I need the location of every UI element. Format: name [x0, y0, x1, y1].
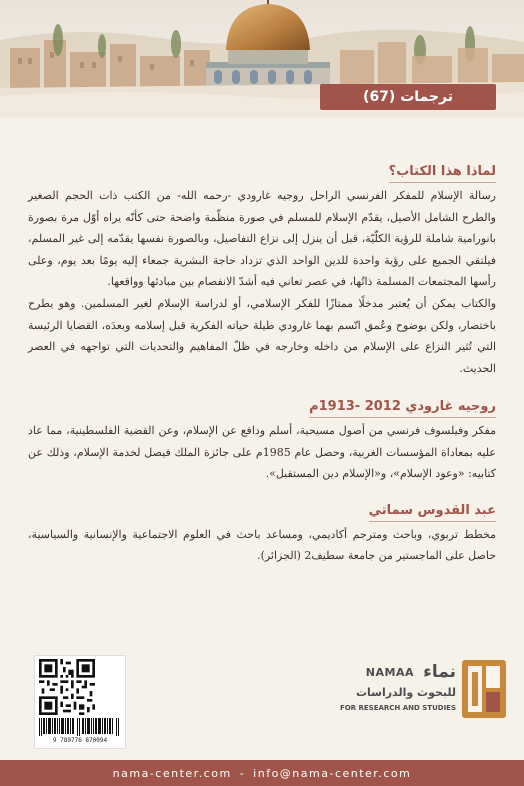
book-section: [28, 160, 496, 379]
namaa-logo-icon: [462, 660, 506, 718]
website-link[interactable]: nama-center.com: [112, 766, 232, 780]
footer-separator: -: [239, 766, 246, 780]
publisher-name-ar: نماء: [423, 662, 456, 682]
author-heading: روجيه غارودي 2012 -1913م: [309, 398, 496, 418]
publisher-block: [316, 660, 506, 730]
isbn-barcode-image: [39, 718, 121, 736]
translator-section: [28, 499, 496, 567]
publisher-name-en: NAMAA: [365, 666, 414, 679]
isbn-digits: 9 789776 870094: [52, 737, 108, 744]
footer-bar: [0, 760, 524, 786]
publisher-subtitle-en: FOR RESEARCH AND STUDIES: [339, 704, 456, 712]
series-badge: [320, 84, 496, 110]
author-section: [28, 395, 496, 485]
main-text: [28, 160, 496, 567]
barcode-block: [34, 655, 126, 749]
book-paragraph-2: والكتاب يمكن أن يُعتبر مدخلًا ممتازًا للفكر الإسلامي، أو لدراسة الإسلام لغير المسلمين. وهو يطرح باختصار، ولكن بوضوح وعُمق اتّسم بهما غارودي طيلة حياته الفكرية قبل إسلامه وبعدَه، القضايا الرئيسة التي تُثير النزاع على الإسلام من داخله وخارجه في ظلّ المفاهيم والتحديات التي تواجهه في العصر الحديث.: [28, 296, 496, 375]
email-link[interactable]: info@nama-center.com: [253, 766, 412, 780]
series-label: ترجمات (67): [363, 89, 453, 105]
book-paragraph-1: رسالة الإسلام للمفكر الفرنسي الراحل روجيه غارودي -رحمه الله- من الكتب ذات الحجم الصغير والطرح الشامل الأصيل، يقدّم الإسلام للمسلم في صورة منظّمة واضحة حتى كأنّه يراه أوّل مرة بصورة بانورامية شاملة للرؤية الكلّيّة، قبل أن ينزل إلى نزاع التفاصيل، وبالصورة نفسها يقدّمه إلى غير المسلم، فيلتقي الجميع على رؤية واحدة للدين الواحد الذي تزداد حاجة البشرية جمعاء إليه يومًا بعد يوم، وعلى رأسها المجتمعات المسلمة ذاتُها، في عصر تعاني فيه أشدّ الانفصام بين مبادئها وواقعها.: [28, 189, 496, 289]
qr-code-image: [39, 659, 95, 715]
translator-bio: مخطط تربوي، وباحث ومترجم أكاديمي، ومساعد باحث في العلوم الاجتماعية والإنسانية والسياسية، حاصل على الماجستير من جامعة سطيف2 (الجزائر).: [28, 527, 496, 563]
author-bio: مفكر وفيلسوف فرنسي من أصول مسيحية، أسلم ودافع عن الإسلام، وعن القضية الفلسطينية، مما عاد عليه بمعاداة المؤسسات الغربية، وحصل عام 1985م على جائزة الملك فيصل لخدمة الإسلام، وذلك عن كتابيه: «وعود الإسلام»، و«الإسلام دين المستقبل».: [28, 424, 496, 481]
why-this-book-heading: لماذا هذا الكتاب؟: [389, 163, 496, 183]
publisher-subtitle-ar: للبحوث والدراسات: [355, 686, 456, 699]
translator-heading: عبد القدوس سماتي: [369, 502, 496, 522]
